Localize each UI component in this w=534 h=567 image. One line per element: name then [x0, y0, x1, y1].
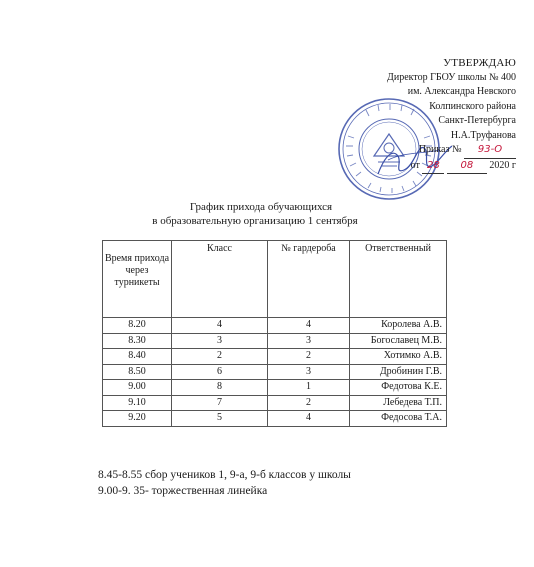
- table-row: [103, 380, 447, 396]
- date-month: 08: [447, 159, 487, 175]
- cell-wardrobe: 2: [268, 349, 350, 365]
- column-header-wardrobe: № гардероба: [268, 241, 350, 318]
- date-day: 28: [422, 159, 444, 175]
- table-row: [103, 364, 447, 380]
- cell-responsible: Федотова К.Е.: [350, 380, 447, 396]
- document-subtitle: в образовательную организацию 1 сентября: [152, 215, 358, 227]
- order-label: Приказ №: [418, 144, 462, 155]
- order-line: [387, 143, 516, 159]
- cell-time: 9.00: [103, 380, 172, 396]
- column-header-responsible: Ответственный: [350, 241, 447, 318]
- approval-line: Санкт-Петербурга: [438, 115, 516, 126]
- schedule-table: [102, 240, 447, 427]
- cell-wardrobe: 4: [268, 411, 350, 427]
- cell-responsible: Лебедева Т.П.: [350, 395, 447, 411]
- approval-heading: УТВЕРЖДАЮ: [443, 57, 516, 69]
- table-row: [103, 349, 447, 365]
- cell-responsible: Дробинин Г.В.: [350, 364, 447, 380]
- table-row: [103, 333, 447, 349]
- table-row: [103, 411, 447, 427]
- column-header-time: Время прихода через турникеты: [103, 241, 172, 318]
- approval-block: [387, 56, 516, 174]
- order-number: 93-О: [464, 143, 516, 159]
- date-line: [387, 159, 516, 175]
- cell-time: 9.20: [103, 411, 172, 427]
- cell-wardrobe: 3: [268, 333, 350, 349]
- approval-line: Директор ГБОУ школы № 400: [387, 71, 516, 83]
- cell-class: 4: [172, 318, 268, 334]
- cell-wardrobe: 1: [268, 380, 350, 396]
- cell-responsible: Хотимко А.В.: [350, 349, 447, 365]
- cell-class: 7: [172, 395, 268, 411]
- cell-wardrobe: 2: [268, 395, 350, 411]
- notes-block: [98, 467, 351, 499]
- cell-class: 8: [172, 380, 268, 396]
- approval-line: им. Александра Невского: [407, 86, 516, 97]
- table-row: [103, 395, 447, 411]
- cell-class: 6: [172, 364, 268, 380]
- table-header-row: [103, 241, 447, 318]
- cell-class: 3: [172, 333, 268, 349]
- document-title: График прихода обучающихся: [189, 201, 333, 213]
- cell-class: 2: [172, 349, 268, 365]
- cell-responsible: Богославец М.В.: [350, 333, 447, 349]
- cell-time: 9.10: [103, 395, 172, 411]
- cell-time: 8.40: [103, 349, 172, 365]
- director-name: Н.А.Труфанова: [450, 129, 516, 141]
- cell-wardrobe: 3: [268, 364, 350, 380]
- note-line: 8.45-8.55 сбор учеников 1, 9-а, 9-б классов у школы: [98, 469, 351, 481]
- note-line: 9.00-9. 35- торжественная линейка: [98, 485, 268, 497]
- approval-line: Колпинского района: [429, 100, 516, 112]
- date-prefix: от: [410, 159, 420, 171]
- cell-class: 5: [172, 411, 268, 427]
- cell-responsible: Королева А.В.: [350, 318, 447, 334]
- cell-time: 8.30: [103, 333, 172, 349]
- column-header-class: Класс: [172, 241, 268, 318]
- table-row: [103, 318, 447, 334]
- cell-time: 8.20: [103, 318, 172, 334]
- cell-time: 8.50: [103, 364, 172, 380]
- date-year: 2020 г: [489, 159, 516, 171]
- cell-wardrobe: 4: [268, 318, 350, 334]
- cell-responsible: Федосова Т.А.: [350, 411, 447, 427]
